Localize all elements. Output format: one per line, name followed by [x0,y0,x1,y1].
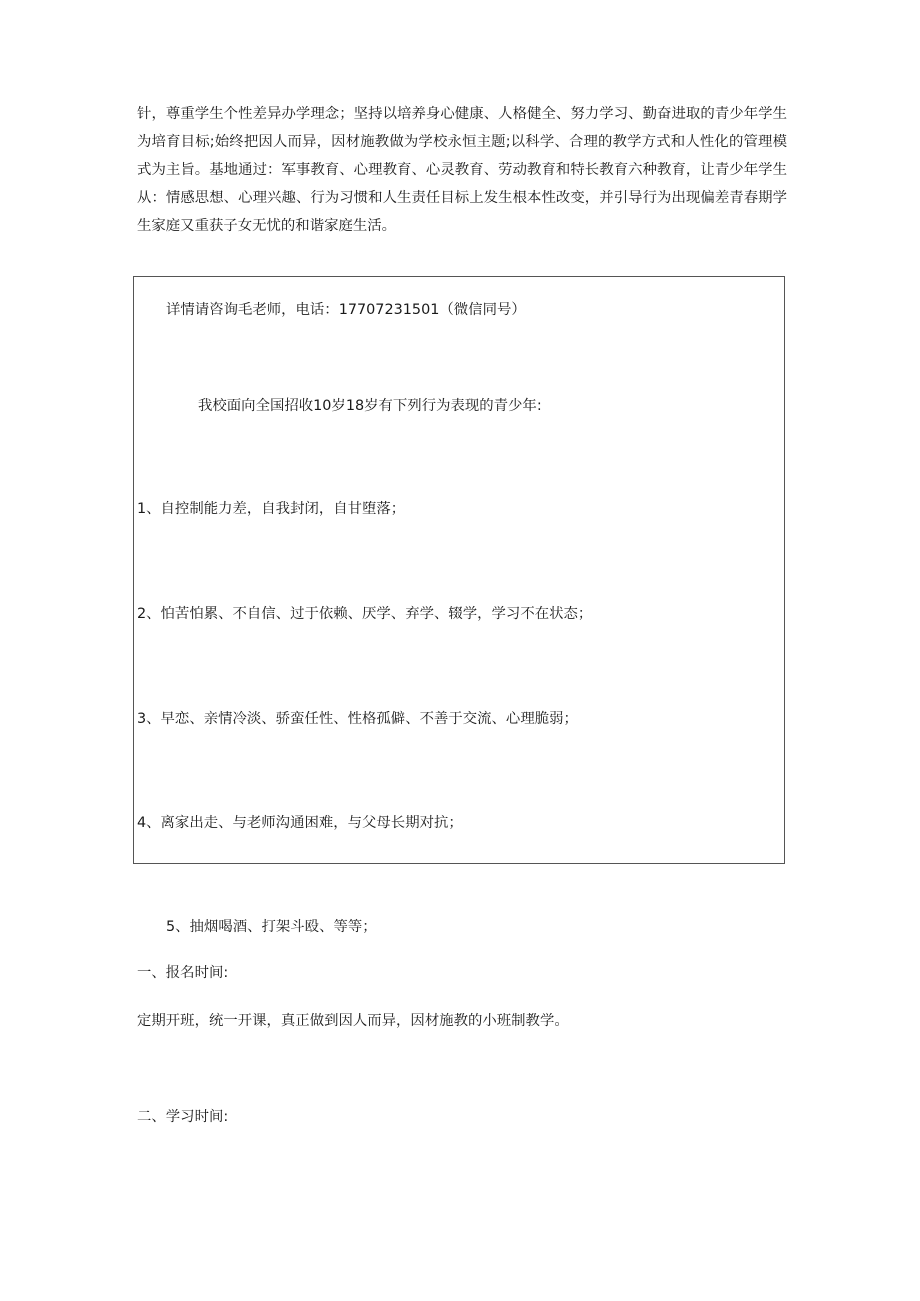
registration-text: 定期开班，统一开课，真正做到因人而异，因材施教的小班制教学。 [137,1013,569,1029]
behavior-item-5: 5、抽烟喝酒、打架斗殴、等等； [166,919,377,935]
intro-paragraph: 针，尊重学生个性差异办学理念；坚持以培养身心健康、人格健全、努力学习、勤奋进取的青少年学生为培育目标;始终把因人而异，因材施教做为学校永恒主题;以科学、合理的教学方式和人性化的管理模式为主旨。基地通过：军事教育、心理教育、心灵教育、劳动教育和特长教育六种教育，让青少年学生从：情感思想、心理兴趣、行为习惯和人生责任目标上发生根本性改变，并引导行为出现偏差青春期学生家庭又重获子女无忧的和谐家庭生活。 [137,106,787,234]
enrollment-box [133,276,785,864]
section-heading-study-time: 二、学习时间: [137,1109,229,1125]
behavior-item-1: 1、自控制能力差，自我封闭，自甘堕落； [137,501,406,517]
behavior-item-2: 2、怕苦怕累、不自信、过于依赖、厌学、弃学、辍学，学习不在状态； [137,606,593,622]
behavior-item-4: 4、离家出走、与老师沟通困难，与父母长期对抗； [137,815,463,831]
section-heading-registration: 一、报名时间: [137,965,229,981]
contact-line: 详情请咨询毛老师，电话：17707231501（微信同号） [166,302,526,318]
enrollment-intro: 我校面向全国招收10岁18岁有下列行为表现的青少年: [198,398,542,414]
behavior-item-3: 3、早恋、亲情冷淡、骄蛮任性、性格孤僻、不善于交流、心理脆弱； [137,711,578,727]
